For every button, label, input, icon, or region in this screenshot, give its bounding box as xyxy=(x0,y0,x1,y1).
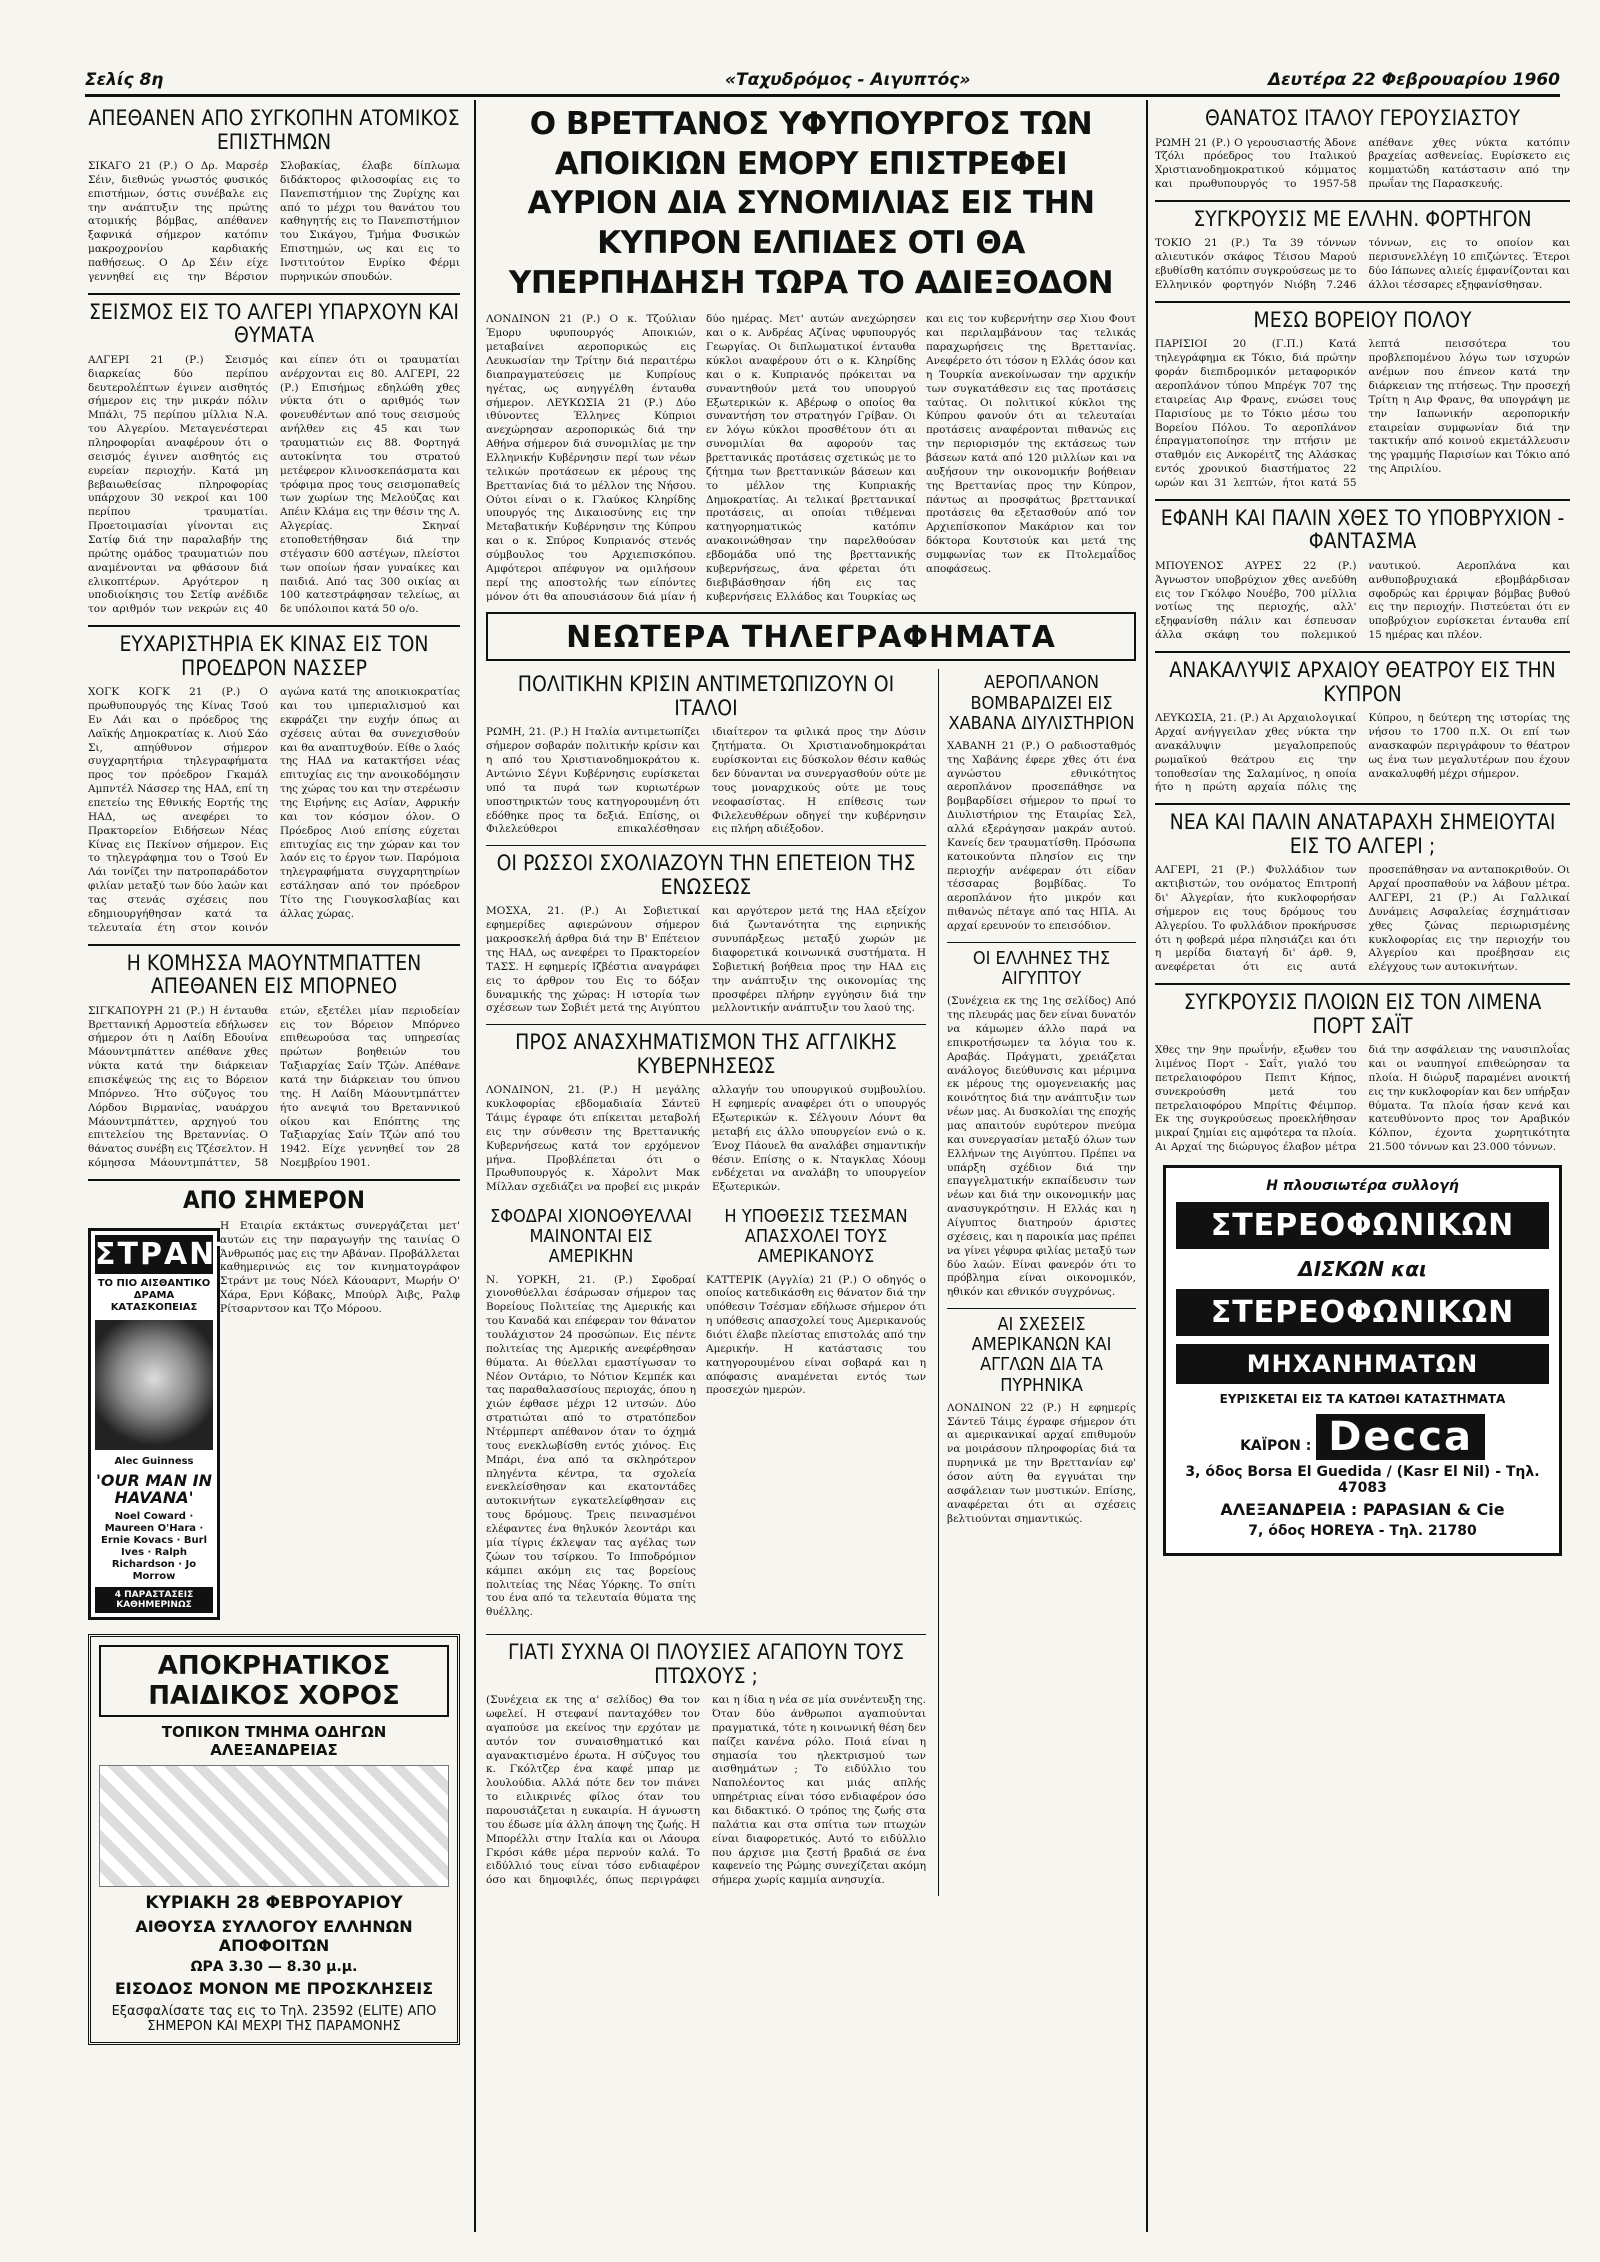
headline-mountbatten: Η ΚΟΜΗΣΣΑ ΜΑΟΥΝΤΜΠΑΤΤΕΝ ΑΠΕΘΑΝΕΝ ΕΙΣ ΜΠΟΡΝΕΟ xyxy=(126,950,422,999)
headline-nuclear-relations: ΑΙ ΣΧΕΣΕΙΣ ΑΜΕΡΙΚΑΝΩΝ ΚΑΙ ΑΓΓΛΩΝ ΔΙΑ ΤΑ ΠΥΡΗΝΙΚΑ xyxy=(971,1314,1112,1396)
column-divider xyxy=(474,100,476,2232)
article-greek-freighter: ΤΟΚΙΟ 21 (Ρ.) Τα 39 τόννων αλιευτικόν σκάφος Τέισου Μαρού εβυθίσθη κατόπιν συγκρούσεως με το Ελληνικόν φορτηγόν Νιόβη 7.246 τόννων, εις το οποίον και περισυνελλέγη 10 επιζώντες. Έτεροι δύο Ιάπωνες αλιείς έμφανίζονται και άλλοι τέσσαρες εξηφανίσθησαν. xyxy=(1155,237,1570,292)
divider xyxy=(486,1634,926,1635)
records-lead: Η πλουσιωτέρα συλλογή xyxy=(1266,1178,1459,1195)
chessman-block xyxy=(706,1203,926,1628)
dance-entry: ΕΙΣΟΔΟΣ ΜΟΝΟΝ ΜΕ ΠΡΟΣΚΛΗΣΕΙΣ xyxy=(114,1979,434,1999)
article-havana-bombing: ΧΑΒΑΝΗ 21 (Ρ.) Ο ραδιοσταθμός της Χαβάνης έφερε χθες ότι ένα αγνώστου εθνικότητος αεροπλάνον προσεπάθησε να βομβαρδίσει σήμερον το πρωί το Διυλιστήριον της Εταιρίας Σελ, αλλά εξεράγησαν μακράν αυτού. Κανείς δεν τραυματίσθη. Πρόσωπα κατοικούντα πλησίον εις την περιοχήν ανέφεραν ότι είδαν τέσσαρας βομβίδας. Το αεροπλάνον ήτο μικρόν και πιθανώς πέταγε από τας ΗΠΑ. Αι αρχαί ερευνούν το επεισόδιον. xyxy=(947,739,1136,933)
divider xyxy=(1155,651,1570,653)
article-cinema: Η Εταιρία εκτάκτως συνεργάζεται μετ' αυτών εις την παραγωγήν της ταινίας Ο Άνθρωπός μας εις την Αβάναν. Προβάλλεται καθημερινώς εις τον κινηματογράφον Στράντ με τους Νόελ Κάουαρντ, Μωρήν Ο' Χάρα, Ερνι Κόβακς, Μπούρλ Άιβς, Ραλφ Ρίτσαρντσον και Τζο Μόροου. xyxy=(220,1219,460,1315)
newspaper-title: «Ταχυδρόμος - Αιγυπτός» xyxy=(725,70,971,90)
article-port-said-collision: Χθες την 9ην πρωΐνήν, εξωθεν του λιμένος Πορτ - Σαΐτ, γιαλό του πετρελαιοφόρου Πεπιτ Κήπος, συνεκρούσθη μετά του πετρελαιοφόρου Μπρίτις Φέιμπορ. Εκ της συγκρούσεως προεκλήθησαν μικραί ζημίαι εις αμφότερα τα πλοία. Αι Αρχαί της διώρυγος έλαβον μέτρα διά την ασφάλειαν της ναυσιπλοΐας και οι ναυπηγοί επιθεώρησαν τα πλοία. Η διώρυξ παραμένει ανοικτή εις την κυκλοφορίαν και δεν υπήρξαν θύματα. Τα πλοία ήσαν κενά και κατευθύνοντο προς τον Αραβικόν Κόλπον, έχοντα χωρητικότητα 21.500 τόννων και 23.000 τόννων. xyxy=(1155,1044,1570,1154)
dance-venue: ΑΙΘΟΥΣΑ ΣΥΛΛΟΓΟΥ ΕΛΛΗΝΩΝ ΑΠΟΦΟΙΤΩΝ xyxy=(135,1917,413,1956)
divider xyxy=(1155,200,1570,202)
headline-italy-crisis: ΠΟΛΙΤΙΚΗΝ ΚΡΙΣΙΝ ΑΝΤΙΜΕΤΩΠΙΖΟΥΝ ΟΙ ΙΤΑΛΟΙ xyxy=(517,672,895,720)
headline-chessman: Η ΥΠΟΘΕΣΙΣ ΤΣΕΣΜΑΝ ΑΠΑΣΧΟΛΕΙ ΤΟΥΣ ΑΜΕΡΙΚΑΝΟΥΣ xyxy=(724,1206,908,1268)
headline-port-said-collision: ΣΥΓΚΡΟΥΣΙΣ ΠΛΟΙΩΝ ΕΙΣ ΤΟΝ ΛΙΜΕΝΑ ΠΟΡΤ ΣΑΪΤ xyxy=(1183,990,1542,1038)
main-article: ΛΟΝΔΙΝΟΝ 21 (Ρ.) Ο κ. Τζούλιαν Έμορυ υφυπουργός Αποικιών, μεταβαίνει αεροπορικώς εις Λευκωσίαν την Τρίτην διά περαιτέρω διαπραγματεύσεις με Κυπρίους ηγέτας, ως ανηγγέλθη ένταυθα σήμερον. ΛΕΥΚΩΣΙΑ 21 (Ρ.) Δύο ιθύνοντες Έλληνες Κύπριοι ανεχώρησαν αεροπορικώς διά την Αθήνα σήμερον διά συνομιλίας με την Ελληνικήν Κυβέρνησιν περί των νέων τελικών προτάσεων εκ μέρους της Βρεττανίας διά το μέλλον της Νήσου. Ούτοι είναι ο κ. Γλαύκος Κληρίδης υπουργός της Δικαιοσύνης εις την Μεταβατικήν Κυβέρνησιν της Κύπρου και ο κ. Σπύρος Κυπριανός στενός σύμβουλος του Αρχιεπισκόπου. Αμφότεροι απέφυγον να ομιλήσουν περί της αποστολής των είπόντες μόνον ότι θα απουσιάσουν διά μίαν ή δύο ημέρας. Μετ' αυτών ανεχώρησεν και ο κ. Ανδρέας Αζίνας υφυπουργός Γεωργίας. Οι διπλωματικοί ένταυθα κύκλοι αναφέρουν ότι ο κ. Κληρίδης και ο κ. Κυπριανός πρόκειται να συναντηθούν μετά του υπουργού Εξωτερικών κ. Αβέρωφ ο οποίος θα συναντήση τον στρατηγόν Γρίβαν. Οι εν λόγω κύκλοι προσθέτουν ότι αι συνομιλίαι θα αφορούν τας βρεττανικάς προτάσεις σχετικώς με το ζήτημα των βρεττανικών βάσεων και το μέλλον της Κυπριακής Δημοκρατίας. Αι τελικαί βρεττανικαί προτάσεις, αι οποίαι τιθέμεναι κατηγορηματικώς κατόπιν ανακοινώθησαν την παρελθούσαν εβδομάδα υπό της βρεττανικής κυβερνήσεως, άνα φέρεται ότι διεβιβάσθησαν ήδη εις τας κυβερνήσεις Ελλάδος και Τουρκίας ως και εις τον κυβερνήτην σερ Χιου Φουτ και περιλαμβάνουν τας τελικάς παραχωρήσεις της Βρεττανίας. Ανεφέρετο ότι τόσον η Ελλάς όσον και η Τουρκία ανεκοίνωσαν την αρχικήν των συγκατάθεσιν εις τας προτάσεις ταύτας. Οι πολιτικοί κύκλοι της Κύπρου φανούν ότι αι τελευταίαι προτάσεις αναφέρονται πιθανώς εις την περιορισμόν της εκτάσεως των βάσεων κατά από 120 μιλλίων και να αυξήσουν την οικονομικήν βοήθειαν της Βρεττανίας προς την Κύπρον, πάντως αι προσφάτως βρεττανικαί προτάσεις θα εξετασθούν από τον Αρχιεπίσκοπον Μακάριον και τον δόκτορα Κουτσιούκ και μετά της συμφωνίας των εκ Πτολεμαΐδος αποφάσεως. xyxy=(486,313,1136,603)
dance-organizer: ΤΟΠΙΚΟΝ ΤΜΗΜΑ ΟΔΗΓΩΝ ΑΛΕΞΑΝΔΡΕΙΑΣ xyxy=(161,1723,387,1760)
article-algiers-unrest: ΑΛΓΕΡΙ, 21 (Ρ.) Φυλλάδιον των ακτιβιστών, του ονόματος Επιτροπή δι' Αλγερίαν, ήτο κυκλοφορήσαν σήμερον εις τους δρόμους του Αλγερίου. Το φυλλάδιον προκήρυσσε ότι η φοβερά μέρα πλησιάζει και ότι η μερίδα διαταγή δι' άρθ. 9, ανεφέρεται ότι εις αυτά προσεπάθησαν να ανταποκριθούν. Οι Αρχαί προσπαθούν να λάβουν μέτρα. ΑΛΓΕΡΙ, 21 (Ρ.) Αι Γαλλικαί Δυνάμεις Ασφαλείας έσχημάτισαν χθες ζώνας περιωρισμένης κυκλοφορίας εις την περιοχήν του Αλγερίου και προέβησαν εις ελέγχους των αυτοκινήτων. xyxy=(1155,864,1570,974)
actor-portrait xyxy=(95,1320,213,1450)
divider xyxy=(947,1308,1136,1309)
records-find: ΕΥΡΙΣΚΕΤΑΙ ΕΙΣ ΤΑ ΚΑΤΩΘΙ ΚΑΤΑΣΤΗΜΑΤΑ xyxy=(1219,1392,1506,1407)
latest-telegrams-heading: ΝΕΩΤΕΡΑ ΤΗΛΕΓΡΑΦΗΜΑΤΑ xyxy=(486,612,1136,661)
article-chessman: ΚΑΤΤΕΡΙΚ (Αγγλία) 21 (Ρ.) Ο οδηγός ο οποίος κατεδικάσθη εις θάνατον διά την υπόθεσιν Τσέσμαν εδήλωσε σήμερον ότι η υπόθεσις απασχολεί τους Αμερικανούς διότι έλαβε πλείστας επιστολάς από την Αμερικήν. Η κατάστασις του κατηγορουμένου είναι σοβαρά και η απόφασις αναμένεται εντός των προσεχών ημερών. xyxy=(706,1273,926,1397)
divider xyxy=(88,1179,460,1181)
right-column xyxy=(1155,103,1570,2230)
divider xyxy=(947,942,1136,943)
article-north-pole: ΠΑΡΙΣΙΟΙ 20 (Γ.Π.) Κατά τηλεγράφημα εκ Τόκιο, διά πρώτην φοράν διεπιδρομικόν μεταφορικόν αεροπλάνον τύπου Μπρέγκ 707 της εταιρείας Αιρ Φρανς, ενώσει τους Παρισίους με το Τόκιο μέσω του Βορείου Πόλου. Το αεροπλάνον έπραγματοποίησε την πτήσιν με σταθμόν εις Ανκορέιτζ της Αλάσκας εντός χρονικού διαστήματος 22 ωρών και 31 λεπτών, ήτοι κατά 55 λεπτά πεισσότερα του προβλεπομένου λόγω των ισχυρών ανέμων που έπνεον κατά την διάρκειαν της πτήσεως. Την προσεχή Τρίτη η Αιρ Φρανς, θα υπογράψη με την Ιαπωνικήν αεροπορικήν εταιρείαν συμφωνίαν διά την τακτικήν από κοινού εκμετάλλευσιν της γραμμής Παρισίων και Τόκιο από της Απριλίου. xyxy=(1155,338,1570,490)
headline-rich-poor: ΓΙΑΤΙ ΣΥΧΝΑ ΟΙ ΠΛΟΥΣΙΕΣ ΑΓΑΠΟΥΝ ΤΟΥΣ ΠΤΩΧΟΥΣ ; xyxy=(508,1640,904,1688)
dance-hours: ΩΡΑ 3.30 — 8.30 μ.μ. xyxy=(190,1959,358,1976)
headline-italian-senator: ΘΑΝΑΤΟΣ ΙΤΑΛΟΥ ΓΕΡΟΥΣΙΑΣΤΟΥ xyxy=(1204,106,1521,130)
dance-title: ΑΠΟΚΡΗΑΤΙΚΟΣ ΠΑΙΔΙΚΟΣ ΧΟΡΟΣ xyxy=(99,1645,449,1717)
headline-ghost-submarine: ΕΦΑΝΗ ΚΑΙ ΠΑΛΙΝ ΧΘΕΣ ΤΟ ΥΠΟΒΡΥΧΙΟΝ - ΦΑΝΤΑΣΜΑ xyxy=(1160,505,1565,554)
headline-china-nasser: ΕΥΧΑΡΙΣΤΗΡΙΑ ΕΚ ΚΙΝΑΣ ΕΙΣ ΤΟΝ ΠΡΟΕΔΡΟΝ ΝΑΣΣΕΡ xyxy=(119,632,429,680)
records-address-alexandria: 7, όδος HOREYA - Τηλ. 21780 xyxy=(1248,1523,1477,1540)
telegrams-side xyxy=(938,669,1136,1896)
records-machines: ΜΗΧΑΝΗΜΑΤΩΝ xyxy=(1176,1344,1549,1384)
records-stereo-1: ΣΤΕΡΕΟΦΩΝΙΚΩΝ xyxy=(1176,1202,1549,1249)
headline-north-pole: ΜΕΣΩ ΒΟΡΕΙΟΥ ΠΟΛΟΥ xyxy=(1253,307,1472,332)
children-dance-ad xyxy=(88,1634,460,2045)
article-china-nasser: ΧΟΓΚ ΚΟΓΚ 21 (Ρ.) Ο πρωθυπουργός της Κίνας Τσού Εν Λάι και ο πρόεδρος της Λαϊκής Δημοκρατίας κ. Λιού Σάο Σι, απηύθυνον σήμερον συγχαρητήρια τηλεγραφήματα προς τον πρόεδρον Γκαμάλ Αμπντέλ Νάσσερ της ΗΑΔ, επί τη επετείω της Εθνικής Εορτής της ΗΑΔ, ως ανεφέρει το Πρακτορείον Ειδήσεων Νέας Κίνας εις Πεκίνον σήμερον. Εις το τηλεγράφημα του ο Τσού Εν Λάι τονίζει την πατροπαράδοτον φιλίαν μεταξύ των δύο λαών και τας στενάς σχέσεις που εδημιουργήθησαν κατά τα τελευταία έτη στον κοινόν αγώνα κατά της αποικιοκρατίας και του ιμπεριαλισμού και εκφράζει την ευχήν όπως αι σχέσεις αύται θα συνεχισθούν και θα αναπτυχθούν. Είθε ο λαός της ΗΑΔ να κατακτήσει νέας επιτυχίας εις την ανοικοδόμησιν της χώρας του και την στερέωσιν της Ειρήνης εις Ασίαν, Αφρικήν και τον κόσμον όλον. Ο Πρόεδρος Λιού επίσης εύχεται επιτυχίας εις την χώραν και τον λαόν εις το έργον των. Παρόμοια τηλεγραφήματα συγχαρητηρίων εστάλησαν από τον πρόεδρον Τίτο της Γιουγκοσλαβίας και άλλας χώρας. xyxy=(88,686,460,934)
headline-russians-union: ΟΙ ΡΩΣΣΟΙ ΣΧΟΛΙΑΖΟΥΝ ΤΗΝ ΕΠΕΤΕΙΟΝ ΤΗΣ ΕΝΩΣΕΩΣ xyxy=(496,851,916,899)
article-cyprus-theatre: ΛΕΥΚΩΣΙΑ, 21. (Ρ.) Αι Αρχαιολογικαί Αρχαί ανήγγειλαν χθες νύκτα την ανακάλυψιν μεγαλοπρεπούς ρωμαϊκού θεάτρου εις την τοποθεσίαν της Σαλαμίνος, η οποία ήτο η πρώτη αρχαία πόλις της Κύπρου, η δεύτερη της ιστορίας της νήσου το 1700 π.Χ. Οι επί των ανασκαφών περιγράφουν το θέατρον ως ένα των μεγαλυτέρων που έχουν ανακαλυφθή μέχρι σήμερον. xyxy=(1155,712,1570,794)
article-russians-union: ΜΟΣΧΑ, 21. (Ρ.) Αι Σοβιετικαί εφημερίδες αφιερώνουν σήμερον μακροσκελή άρθρα διά την Β' Επέτειον της ΗΑΔ, ως ανεφέρει το Πρακτορείον ΤΑΣΣ. Η εφημερίς Ιζβέστια αναγράφει εις το άρθρον του Εις το δόξαν δυναμικής της χώρας: Η ιστορία των σχέσεων των Σοβιέτ μετά της Αιγύπτου και αργότερον μετά της ΗΑΔ εξείχον διά ζωντανότητα της ειρηνικής συνυπάρξεως μεταξύ χωρών με διαφορετικά κοινωνικά συστήματα. Η Σοβιετική βοήθεια προς την ΗΑΔ εις την ανάπτυξιν της οικονομίας της προσφέρει πλήρην εγγύησιν διά την μελλοντικήν ανάπτυξιν του λαού της. xyxy=(486,905,926,1015)
headline-havana-bombing: ΑΕΡΟΠΛΑΝΟΝ ΒΟΜΒΑΡΔΙΖΕΙ ΕΙΣ ΧΑΒΑΝΑ ΔΙΥΛΙΣΤΗΡΙΟΝ xyxy=(948,672,1135,734)
records-cairo: ΚΑΪΡΟΝ : xyxy=(1240,1438,1312,1455)
divider xyxy=(1155,983,1570,985)
article-ghost-submarine: ΜΠΟΥΕΝΟΣ ΑΥΡΕΣ 22 (Ρ.) Άγνωστον υποβρύχιον χθες ανεδύθη εις τον Γκόλφο Νουέβο, 700 μίλλια νοτίως της περιοχής, αλλ' εξηφανίσθη πάλιν και έσπευσαν άλλα σκάφη του πολεμικού ναυτικού. Αεροπλάνα και ανθυποβρυχιακά εβομβάρδισαν σφοδρώς και έρριψαν βόμβας βυθού εις την περιοχήν. Πιστεύεται ότι εν υποβρύχιον ευρίσκεται ένταυθα επί 15 ημέρας και πλέον. xyxy=(1155,559,1570,642)
storm-block xyxy=(486,1203,696,1628)
cinema-star: Alec Guinness xyxy=(114,1455,194,1467)
headline-algiers-earthquake: ΣΕΙΣΜΟΣ ΕΙΣ ΤΟ ΑΛΓΕΡΙ ΥΠΑΡΧΟΥΝ ΚΑΙ ΘΥΜΑΤΑ xyxy=(89,299,459,348)
divider xyxy=(1155,301,1570,303)
dance-info: Εξασφαλίσατε τας εις το Τηλ. 23592 (ELITE) ΑΠΟ ΣΗΜΕΡΟΝ ΚΑΙ ΜΕΧΡΙ ΤΗΣ ΠΑΡΑΜΟΝΗΣ xyxy=(111,2004,437,2035)
divider xyxy=(1155,499,1570,501)
dance-illustration xyxy=(99,1765,449,1887)
headline-greeks-egypt: ΟΙ ΕΛΛΗΝΕΣ ΤΗΣ ΑΙΓΥΠΤΟΥ xyxy=(972,947,1111,990)
headline-cinema: ΑΠΟ ΣΗΜΕΡΟΝ xyxy=(183,1185,365,1214)
decca-logo: Decca xyxy=(1316,1414,1485,1460)
article-italian-senator: ΡΩΜΗ 21 (Ρ.) Ο γερουσιαστής Άδονε Τζόλι πρόεδρος του Ιταλικού Χριστιανοδημοκρατικού κόμματος και πρωθυπουργός το 1957-58 απέθανε χθες νύκτα κατόπιν βραχείας ασθενείας. Ευρίσκετο εις κομματώδη κατάστασιν από την πρωΐαν της Παρασκευής. xyxy=(1155,136,1570,191)
cinema-name: ΣΤΡΑΝΤ xyxy=(95,1236,239,1272)
telegrams-main xyxy=(486,669,926,1896)
divider xyxy=(88,293,460,295)
article-uk-reshuffle: ΛΟΝΔΙΝΟΝ, 21. (Ρ.) Η μεγάλης κυκλοφορίας εβδομαδιαία Σάντεϋ Τάιμς έγραφε ότι επίκειται μεταβολή εις την σύνθεσιν της Βρεττανικής Κυβερνήσεως κατά τον ερχόμενον μήνα. Προβλέπεται ότι ο Πρωθυπουργός κ. Χάρολντ Μακ Μίλλαν σχεδιάζει να προβεί εις μικράν αλλαγήν του υπουργικού συμβουλίου. Η εφημερίς αναφέρει ότι ο υπουργός Εξωτερικών κ. Σέλγουιν Λόυντ θα μεταβή εις άλλο υπουργείον ενώ ο κ. Ένοχ Πάουελ θα αναλάβει σημαντικήν θέσιν. Επίσης ο κ. Νταγκλας Χόουμ ενδέχεται να αναλάβη το υπουργείον Εξωτερικών. xyxy=(486,1084,926,1194)
headline-scientist-death: ΑΠΕΘΑΝΕΝ ΑΠΟ ΣΥΓΚΟΠΗΝ ΑΤΟΜΙΚΟΣ ΕΠΙΣΤΗΜΩΝ xyxy=(88,106,460,154)
left-column xyxy=(88,103,460,2230)
film-title: 'OUR MAN IN HAVANA' xyxy=(96,1470,212,1508)
issue-date: Δευτέρα 22 Φεβρουαρίου 1960 xyxy=(1267,70,1560,90)
headline-greek-freighter: ΣΥΓΚΡΟΥΣΙΣ ΜΕ ΕΛΛΗΝ. ΦΟΡΤΗΓΟΝ xyxy=(1193,206,1532,231)
cinema-ad xyxy=(88,1228,239,1620)
center-column xyxy=(486,103,1136,2230)
records-stereo-2: ΣΤΕΡΕΟΦΩΝΙΚΩΝ xyxy=(1176,1289,1549,1336)
divider xyxy=(88,944,460,946)
article-scientist-death: ΣΙΚΑΓΟ 21 (Ρ.) Ο Δρ. Μαρσέρ Σέιν, διεθνώς γνωστός φυσικός επιστήμων, όστις συνέβαλε εις την ανάπτυξιν της πρώτης ατομικής βόμβας, απέθανεν ξαφνικά σήμερον κατόπιν μακροχρονίου καρδιακής παθήσεως. Ο Δρ Σέιν είχε γεννηθεί εις την Βέρσιον Σλοβακίας, έλαβε δίπλωμα διδάκτορος φιλοσοφίας εις το Πανεπιστήμιον της Ζυρίχης και από το μέχρι του θανάτου του καθηγητής εις το Πανεπιστήμιον του Σικάγου, Τμήμα Φυσικών Επιστημών, ως και εις το Ινστιτούτον Ενρίκο Φέρμι πυρηνικών σπουδών. xyxy=(88,160,460,283)
article-algiers-earthquake: ΑΛΓΕΡΙ 21 (Ρ.) Σεισμός διαρκείας δύο περίπου δευτερολέπτων έγινεν αισθητός σήμερον εις την μικράν πόλιν Μπάλι, 75 περίπου μίλλια Ν.Α. του Αλγερίου. Μεταγενέστεραι πληροφορίαι αναφέρουν ότι ο σεισμός έγινεν αισθητός εις ευρείαν περιοχήν. Κατά μη βεβαιωθείσας πληροφορίας υπάρχουν 30 νεκροί και 100 περίπου τραυματίαι. Προετοιμασίαι γίνονται εις Σατίφ διά την παραλαβήν της πρώτης ομάδος τραυματιών που αναμένονται να φθάσουν διά ελικοπτέρων. Αργότερον η υποδιοίκησις του Σετίφ ανέδιδε τον αριθμόν των νεκρών εις 40 και είπεν ότι οι τραυματίαι ανέρχονται εις 80. ΑΛΓΕΡΙ, 22 (Ρ.) Επισήμως εδηλώθη χθες νύκτα ότι ο αριθμός των φονευθέντων από τους σεισμούς ανήλθεν εις 45 και των τραυματιών εις 88. Φορτηγά αυτοκίνητα του στρατού μετέφερον κλινοσκεπάσματα και τρόφιμα προς τους σεισμοπαθείς των χωρίων της Μελούζας και Απέιν Κλάμα εις την θέσιν της Λ. Αλγερίας. Σκηναί ετοποθετήθησαν διά την στέγασιν 600 αστέγων, πλείστοι των οποίων ήσαν γυναίκες και παιδιά. Από τας 300 οικίας αι 100 κατεστράφησαν τελείως, αι δε υπόλοιποι κατά 50 ο/ο. xyxy=(88,353,460,616)
records-cairo-row xyxy=(1176,1414,1549,1460)
column-divider xyxy=(1146,100,1148,2232)
records-discs: ΔΙΣΚΩΝ και xyxy=(1298,1257,1427,1282)
article-us-storms: Ν. ΥΟΡΚΗ, 21. (Ρ.) Σφοδραί χιονοθύελλαι έσάρωσαν σήμερον τας Βορείους Πολιτείας της Αμερικής και του Καναδά και επέφεραν τον θάνατον τουλάχιστον 24 προσώπων. Εις πέντε πολιτείας της Αμερικής ανεφέρθησαν θύματα. Αι θύελλαι εμαστίγωσαν το Νέον Οντάριο, το Νότιον Κεμπέκ και τας παραθαλασσίους περιοχάς, όπου η χιών έφθασε μέχρι 12 ιντσών. Δύο στρατιώται από το στρατόπεδον Ντέρμπερτ απέθανον όταν το όχημά τους ενεκλωβίσθη εντός χιόνος. Εις Μπάρι, ένα από τα σκληρότερον πληγέντα κέντρα, τα σχολεία ενεκλείσθησαν και εκατοντάδες αυτοκινήτων εγκατελείφθησαν εις τους δρόμους. Τρεις πεινασμένοι ελέφαντες ένα θηλυκόν λεοντάρι και μία τίγρις έκλεψαν τας αγέλας των ζώων του τσίρκου. Το Ιπποδρόμιον κάμπει ακόμη εις τας βορείους πολιτείας της Νέας Υόρκης. Το σπίτι του ένα από τα τελευταία θύματα της θυέλλης. xyxy=(486,1273,696,1619)
show-times: 4 ΠΑΡΑΣΤΑΣΕΙΣ ΚΑΘΗΜΕΡΙΝΩΣ xyxy=(95,1587,213,1613)
film-cast: Noel Coward · Maureen O'Hara · Ernie Kovacs · Burl Ives · Ralph Richardson · Jo Morrow xyxy=(100,1511,208,1583)
divider xyxy=(486,1024,926,1025)
page-header xyxy=(85,70,1560,97)
records-address-cairo: 3, όδος Borsa El Guedida / (Kasr El Nil) - Τηλ. 47083 xyxy=(1185,1464,1540,1497)
headline-algiers-unrest: ΝΕΑ ΚΑΙ ΠΑΛΙΝ ΑΝΑΤΑΡΑΧΗ ΣΗΜΕΙΟΥΤΑΙ ΕΙΣ ΤΟ ΑΛΓΕΡΙ ; xyxy=(1169,810,1556,858)
divider xyxy=(1155,803,1570,805)
main-headline: Ο ΒΡΕΤΤΑΝΟΣ ΥΦΥΠΟΥΡΓΟΣ ΤΩΝ ΑΠΟΙΚΙΩΝ ΕΜΟΡΥ ΕΠΙΣΤΡΕΦΕΙ ΑΥΡΙΟΝ ΔΙΑ ΣΥΝΟΜΙΛΙΑΣ ΕΙΣ ΤΗΝ ΚΥΠΡΟΝ ΕΛΠΙΔΕΣ ΟΤΙ ΘΑ ΥΠΕΡΠΗΔΗΣΗ ΤΩΡΑ ΤΟ ΑΔΙΕΞΟΔΟΝ xyxy=(508,106,1114,301)
dance-date: ΚΥΡΙΑΚΗ 28 ΦΕΒΡΟΥΑΡΙΟΥ xyxy=(145,1893,403,1914)
records-alexandria: ΑΛΕΞΑΝΔΡΕΙΑ : PAPASIAN & Cie xyxy=(1220,1500,1505,1520)
article-italy-crisis: ΡΩΜΗ, 21. (Ρ.) Η Ιταλία αντιμετωπίζει σήμερον σοβαράν πολιτικήν κρίσιν και η από του Χριστιανοδημοκράτου κ. Αντώνιο Σέγνι Κυβέρνησις ευρίσκεται υπό τα πυρά των κυριωτέρων υποστηρικτών τους κατηγορουμένη ότι εδόθηκε προς τα δεξιά. Επίσης, οι Φιλελεύθεροι επικαλέσθησαν ιδιαίτερον τα φιλικά προς την Δύσιν ζητήματα. Οι Χριστιανοδημοκράται ευρίσκονται εις δύσκολον θέσιν καθώς δεν δύνανται να συνεργασθούν ούτε με τους μοναρχικούς ούτε με τους νεοφασίστας. Η επίθεσις των Φιλελευθέρων οδηγεί την κυβέρνησιν εις πλήρη αδιέξοδον. xyxy=(486,726,926,836)
article-greeks-egypt: (Συνέχεια εκ της 1ης σελίδος) Από της πλευράς μας δεν είναι δυνατόν να κάμωμεν άλλο παρά να επικροτήσωμεν τα λόγια του κ. Αραβάς. Πράγματι, χρειάζεται ανάλογος διεύθυνσις και μέριμνα εκ μέρους της ομογενειακής μας κοινότητος διά την ανάπτυξιν των νέων μας. Αι δυσκολίαι της εποχής μας απαιτούν ευρύτερον πνεύμα και συνεργασίαν μεταξύ όλων των Ελλήνων της Αιγύπτου. Πρέπει να υπάρξη σχέδιον διά την επαγγελματικήν εκπαίδευσιν των νέων και διά την οικονομικήν μας ανασυγκρότησιν. Η Ελλάς και η Αίγυπτος διατηρούν άριστες σχέσεις, και η παροικία μας πρέπει να γίνει γέφυρα φιλίας μεταξύ των δύο λαών. Είναι φανερόν ότι το πρόβλημα είναι οικονομικόν, ηθικόν και εθνικόν συγχρόνως. xyxy=(947,995,1136,1299)
cinema-tagline: ΤΟ ΠΙΟ ΑΙΣΘΑΝΤΙΚΟ ΔΡΑΜΑ ΚΑΤΑΣΚΟΠΕΙΑΣ xyxy=(97,1277,211,1313)
headline-us-storms: ΣΦΟΔΡΑΙ ΧΙΟΝΟΘΥΕΛΛΑΙ ΜΑΙΝΟΝΤΑΙ ΕΙΣ ΑΜΕΡΙΚΗΝ xyxy=(490,1206,692,1268)
article-rich-poor: (Συνέχεια εκ της α' σελίδος) Θα τον ωφελεί. Η στεφανί πανταχόθεν τον αγαπούσε μα εκείνος την ερχόταν με αυτόν τον συναισθηματικό και αγανακτισμένο έρωτα. Η σύζυγος του κ. Γκόλτζερ ένα καφέ μπαρ με λουλούδια. Αλλά πότε δεν τον πιάνει το ειλικρινές φίλος όταν του παρουσιάζεται η ευκαιρία. Η άγνωστη του έδωσε μία άλλη άποψη της ζωής. Η Μπορέλλι στην Ιταλία και οι Λάουρα Γκρόσι κάθε μέρα περνούν καλά. Το ειδύλλιό τους είναι τόσο ενδιαφέρον όσο και δημοφιλές, όπως περιγράφει και η ίδια η νέα σε μία συνέντευξη της. Όταν δύο άνθρωποι αγαπιούνται πραγματικά, τότε η κοινωνική θέση δεν παίζει κανένα ρόλο. Ποιά είναι η σημασία του ηλεκτρισμού των αισθημάτων ; Το ειδύλλιο του Ναπολέοντος και μιάς απλής υπηρέτριας είναι τόσο ενδιαφέρον όσο και διδακτικό. Ο τρόπος της ζωής στα παλάτια και στα σπίτια των πτωχών είναι διαφορετικός. Αυτό το ειδύλλιο που άρχισε μια ζεστή βραδιά σε ένα καφενείο της Ρώμης συνεχίζεται ακόμη σήμερα χωρίς καμμία ανησυχία. xyxy=(486,1694,926,1887)
records-ad xyxy=(1163,1165,1562,1556)
headline-uk-reshuffle: ΠΡΟΣ ΑΝΑΣΧΗΜΑΤΙΣΜΟΝ ΤΗΣ ΑΓΓΛΙΚΗΣ ΚΥΒΕΡΝΗΣΕΩΣ xyxy=(515,1030,897,1078)
article-nuclear-relations: ΛΟΝΔΙΝΟΝ 22 (Ρ.) Η εφημερίς Σάντεϋ Τάιμς έγραφε σήμερον ότι αι αμερικανικαί αρχαί επιθυμούν να μοιράσουν πληροφορίας διά τα πυρηνικά με την Βρεττανίαν εφ' όσον αύτη θα εγγυάται την ασφάλειαν των μυστικών. Επίσης, αναφέρεται ότι αι σχέσεις βελτιούνται σημαντικώς. xyxy=(947,1401,1136,1525)
page-number: Σελίς 8η xyxy=(85,70,164,90)
headline-cyprus-theatre: ΑΝΑΚΑΛΥΨΙΣ ΑΡΧΑΙΟΥ ΘΕΑΤΡΟΥ ΕΙΣ ΤΗΝ ΚΥΠΡΟΝ xyxy=(1169,658,1556,706)
divider xyxy=(486,845,926,846)
article-mountbatten: ΣΙΓΚΑΠΟΥΡΗ 21 (Ρ.) Η ένταυθα Βρεττανική Αρμοστεία εδήλωσεν σήμερον ότι η Λαίδη Εδουίνα Μάουντμπάττεν απέθανε χθες νύκτα κατά την διάρκειαν επισκέψεώς της εις το Βόρειον Μπόρνεο. Ήτο σύζυγος του Λόρδου Βιρμανίας, ναυάρχου Μάουντμπάττεν, αρχηγού του επιτελείου της Βρεταννίας. Ο θάνατος συνέβη εις Τζέσελτον. Η κόμησσα Μάουντμπάττεν, 58 ετών, εξετέλει μίαν περιοδείαν εις τον Βόρειον Μπόρνεο επιθεωρούσα τας υπηρεσίας πρώτων βοηθειών του Ταξιαρχίας Σαίν Τζών. Απέθανε κατά την διάρκειαν του ύπνου της. Η Λαίδη Μάουντμπάττεν ήτο ανεψιά του Βρεταννικού οίκου και Επόπτης της Ταξιαρχίας Σαίν Τζών από του 1942. Είχε γεννηθεί τον 28 Νοεμβρίου 1901. xyxy=(88,1004,460,1170)
divider xyxy=(88,625,460,627)
